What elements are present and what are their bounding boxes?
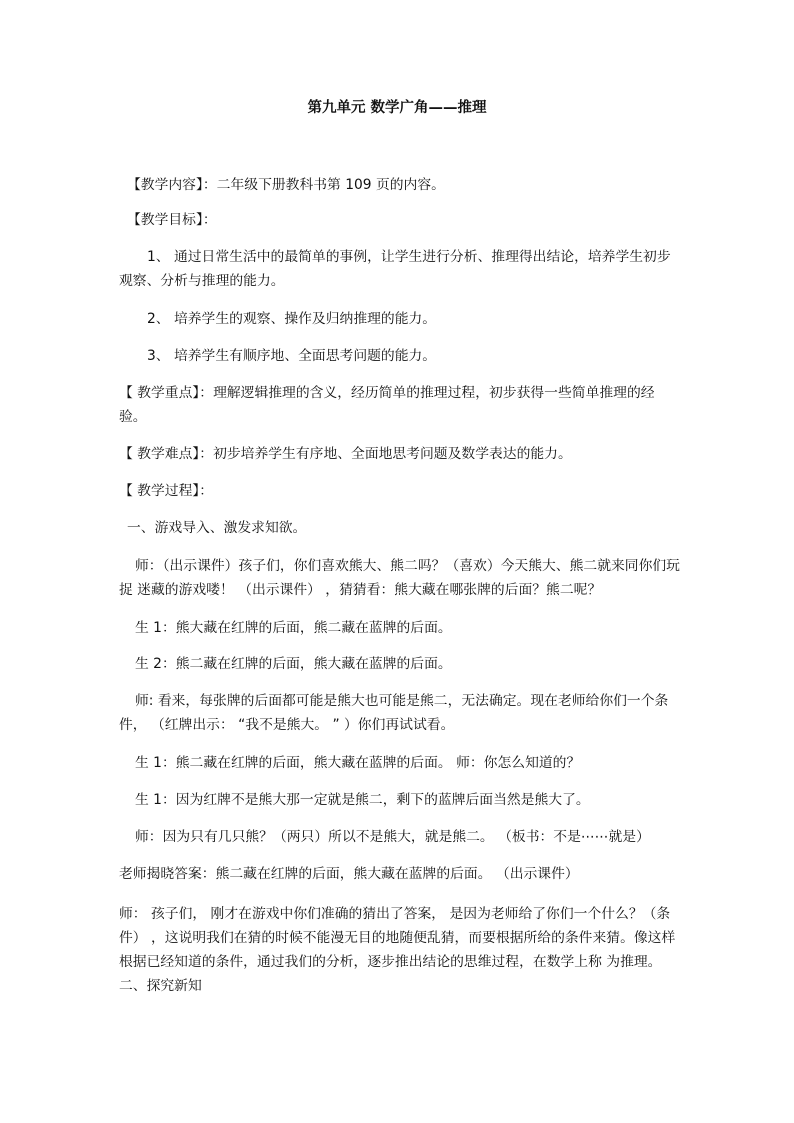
teaching-process-heading: 【 教学过程】：: [119, 483, 214, 499]
dialogue-student-2: 生 2：熊二藏在红牌的后面，熊大藏在蓝牌的后面。: [135, 656, 452, 672]
page-title: 第九单元 数学广角——推理: [307, 100, 487, 116]
dialogue-student-3: 生 1：熊二藏在红牌的后面，熊大藏在蓝牌的后面。 师：你怎么知道的？: [135, 755, 581, 771]
teaching-focus-paragraph: 【 教学重点】：理解逻辑推理的含义，经历简单的推理过程，初步获得一些简单推理的经验。: [119, 385, 655, 425]
goal-item-1: 1、 通过日常生活中的最简单的事例，让学生进行分析、推理得出结论，培养学生初步观察、分析与推理的能力。: [119, 249, 671, 289]
goal-item-2: 2、 培养学生的观察、操作及归纳推理的能力。: [147, 311, 437, 327]
reasoning-definition-paragraph: 师： 孩子们， 刚才在游戏中你们准确的猜出了答案， 是因为老师给了你们一个什么？（条件） ，这说明我们在猜的时候不能漫无目的地随便乱猜，而要根据所给的条件来猜。像这样根据已经知道的条件，通过我们的分析，逐步推出结论的思维过程，在数学上称 为推理。二、探究新知: [119, 906, 676, 994]
dialogue-teacher-2: 师: 看来，每张牌的后面都可能是熊大也可能是熊二，无法确定。现在老师给你们一个条件， （红牌出示： “我不是熊大。 ” ）你们再试试看。: [119, 693, 669, 733]
dialogue-student-1: 生 1：熊大藏在红牌的后面，熊二藏在蓝牌的后面。: [135, 620, 452, 636]
dialogue-teacher-3: 师：因为只有几只熊？（两只）所以不是熊大，就是熊二。 （板书：不是⋯⋯就是）: [135, 829, 650, 845]
teaching-content-paragraph: 【教学内容】：二年级下册教科书第 109 页的内容。: [127, 177, 445, 193]
teaching-difficulty-paragraph: 【 教学难点】：初步培养学生有序地、全面地思考问题及数学表达的能力。: [119, 446, 572, 462]
goal-item-3: 3、 培养学生有顺序地、全面思考问题的能力。: [147, 348, 437, 364]
answer-reveal-paragraph: 老师揭晓答案：熊二藏在红牌的后面，熊大藏在蓝牌的后面。 （出示课件）: [119, 866, 579, 882]
teaching-goals-heading: 【教学目标】：: [127, 212, 217, 228]
dialogue-teacher-1: 师：（出示课件）孩子们，你们喜欢熊大、熊二吗？（喜欢）今天熊大、熊二就来同你们玩捉 迷藏的游戏喽！ （出示课件） ，猜猜看：熊大藏在哪张牌的后面？熊二呢？: [119, 558, 680, 598]
section-heading-game-intro: 一、游戏导入、激发求知欲。: [127, 520, 307, 536]
dialogue-student-4: 生 1：因为红牌不是熊大那一定就是熊二，剩下的蓝牌后面当然是熊大了。: [135, 792, 590, 808]
